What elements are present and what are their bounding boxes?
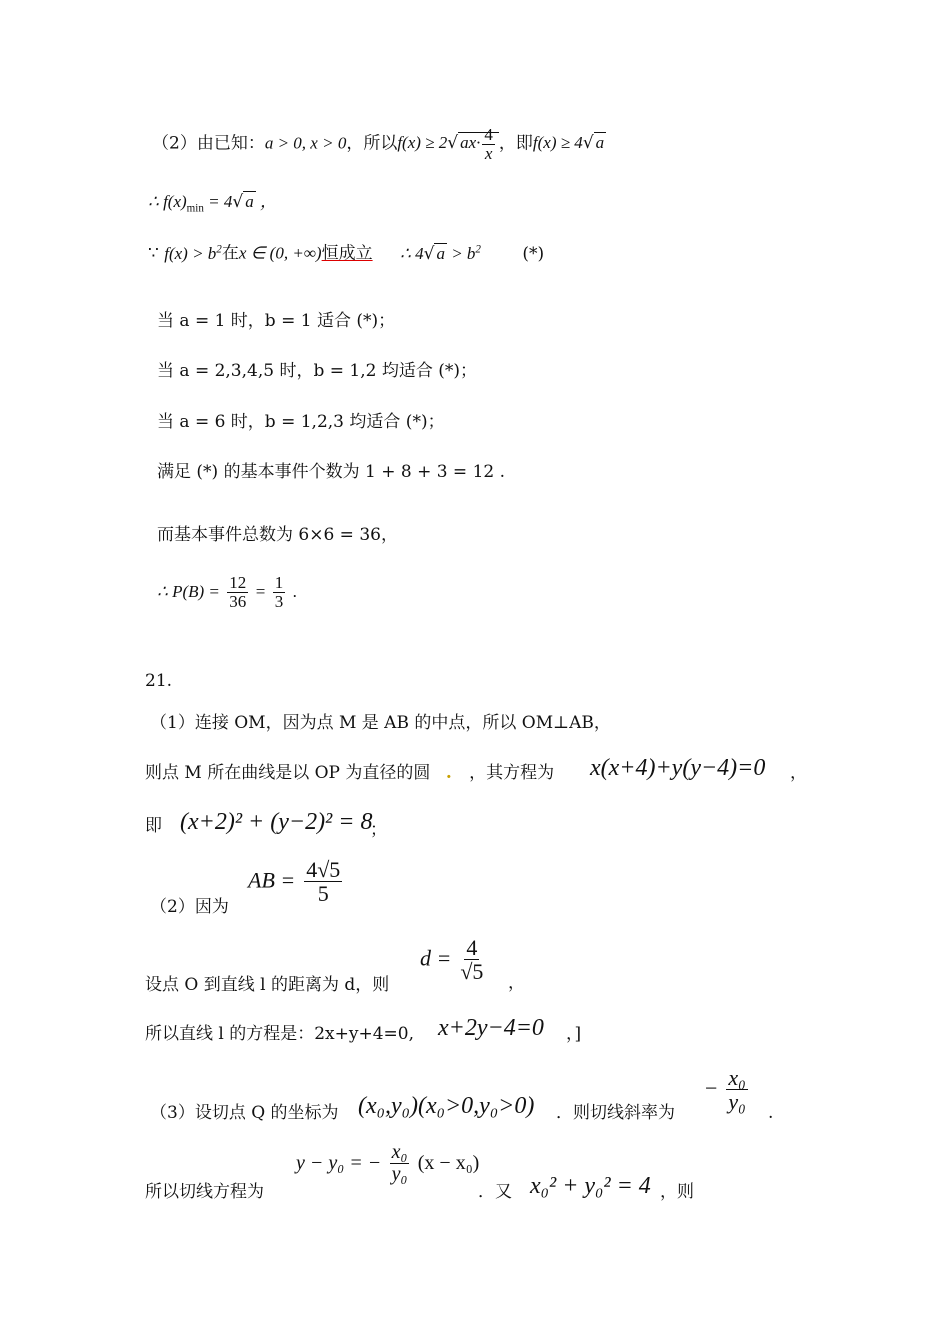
q21-ab-lhs: AB = (248, 867, 296, 893)
cond-zai: 在 (221, 243, 239, 264)
q21-eq2-semicolon: ； (370, 820, 387, 840)
q21-tan-label: 所以切线方程为 (145, 1182, 264, 1202)
q21-ab-den: 5 (317, 881, 329, 907)
q21-d-comma: ， (508, 973, 525, 993)
prob-num2: 1 (274, 573, 284, 592)
q21-d-frac (460, 936, 483, 983)
q21-part1: （1）连接 OM，因为点 M 是 AB 的中点，所以 OM⊥AB， (150, 713, 611, 733)
prob-frac1 (227, 574, 248, 611)
condition-line (148, 244, 544, 263)
q21-ze: ，则 (660, 1182, 694, 1202)
q21-d-den: √5 (460, 959, 484, 985)
part2-ineq2: f(x) ≥ 4√ a (532, 133, 605, 154)
part2-line (152, 126, 606, 163)
part2-suoyi: ，所以 (346, 133, 398, 154)
q21-part2-label: （2）因为 (150, 897, 229, 917)
q21-slope-label: ．则切线斜率为 (556, 1103, 675, 1123)
probability-line: ∴ P(B) = $\frac{12}{36}$ = $\frac{1}{3}$ . (157, 573, 297, 611)
prob-num1: 12 (229, 573, 247, 592)
q21-tan-rhs: (x − x₀) (417, 1152, 480, 1174)
q21-ab-frac (304, 858, 342, 905)
q21-d-lhs: d = (420, 945, 452, 971)
prob-frac2 (273, 574, 286, 611)
fmin-line (148, 193, 277, 214)
q21-part3-label: （3）设切点 Q 的坐标为 (150, 1103, 339, 1123)
q21-tan-den: y₀ (391, 1163, 408, 1185)
prob-lhs: ∴ P(B) = (157, 581, 220, 601)
case-1: 当 a = 1 时，b = 1 适合 (*)； (157, 311, 396, 331)
prob-den2: 3 (274, 591, 284, 611)
q21-tan-num: x₀ (391, 1141, 408, 1163)
q21-curve-desc: 则点 M 所在曲线是以 OP 为直径的圆 (145, 763, 431, 783)
q21-eq2: (x+2)² + (y−2)² = 8 (180, 809, 373, 835)
cond-domain: x ∈ (0, +∞) (238, 243, 322, 263)
q21-d-num: 4 (466, 935, 478, 960)
fmin-formula: ∴ $f(x)_{min} = 4√$ a ， (148, 192, 277, 215)
part2-condition: a > 0, x > 0 (264, 133, 347, 153)
part2-prefix: （2）由已知： (152, 133, 265, 154)
q21-tan-eq (296, 1142, 479, 1185)
cond-result: ∴ 4√ $a > b^2$ (400, 243, 481, 264)
q21-eq1: x(x+4)+y(y−4)=0 (590, 755, 766, 781)
q21-dist-label: 设点 O 到直线 l 的距离为 d，则 (145, 975, 390, 995)
q21-slope-den: y₀ (728, 1089, 746, 1115)
q21-circle-eq: x₀² + y₀² = 4 (530, 1173, 651, 1199)
q21-tan-lhs: y − y₀ = − (296, 1152, 382, 1174)
cond-hengchengli: 恒成立 (321, 243, 373, 264)
q21-you: ．又 (478, 1182, 512, 1202)
part2-ji: ，即 (498, 133, 533, 154)
q21-slope-frac (726, 1066, 747, 1113)
q21-d-eq (420, 936, 485, 983)
q21-tan-frac (390, 1142, 410, 1185)
q21-eq1-comma: ， (790, 763, 807, 783)
q21-slope-period: . (768, 1103, 774, 1123)
q21-slope-num: x₀ (728, 1065, 746, 1090)
q21-line-tail: ，] (566, 1024, 582, 1044)
q21-slope-eq: − $\frac{\text{x₀}}{\text{y₀}}$ (705, 1065, 746, 1115)
count-line: 满足 (*) 的基本事件个数为 1 + 8 + 3 = 12 . (157, 462, 506, 482)
total-line: 而基本事件总数为 6×6 = 36， (157, 525, 398, 545)
cond-ineq: $f(x) > b^2$ (164, 243, 222, 263)
yellow-dot: . (445, 763, 452, 783)
question-21-number: 21. (145, 671, 173, 691)
q21-part1-curve (145, 765, 554, 782)
q21-ab-eq (248, 858, 344, 905)
case-3: 当 a = 6 时，b = 1,2,3 均适合 (*)； (157, 412, 445, 432)
q21-ji: 即 (145, 816, 162, 836)
prob-den1: 36 (229, 591, 247, 611)
cond-star: (*) (522, 243, 545, 264)
q21-line-eq: x+2y−4=0 (438, 1015, 544, 1041)
q21-eq-label: ，其方程为 (469, 763, 555, 783)
q21-ab-num: 4√5 (306, 857, 341, 882)
q21-line-label: 所以直线 l 的方程是：2x+y+4=0, (145, 1024, 415, 1044)
case-2: 当 a = 2,3,4,5 时，b = 1,2 均适合 (*)； (157, 361, 478, 381)
q21-part3-coords: (x₀,y₀)(x₀>0,y₀>0) (358, 1093, 535, 1119)
part2-ineq1: f(x) ≥ 2√ ax· $\frac{4}{x}$ (397, 133, 499, 152)
cond-prefix: ∵ (148, 243, 159, 264)
